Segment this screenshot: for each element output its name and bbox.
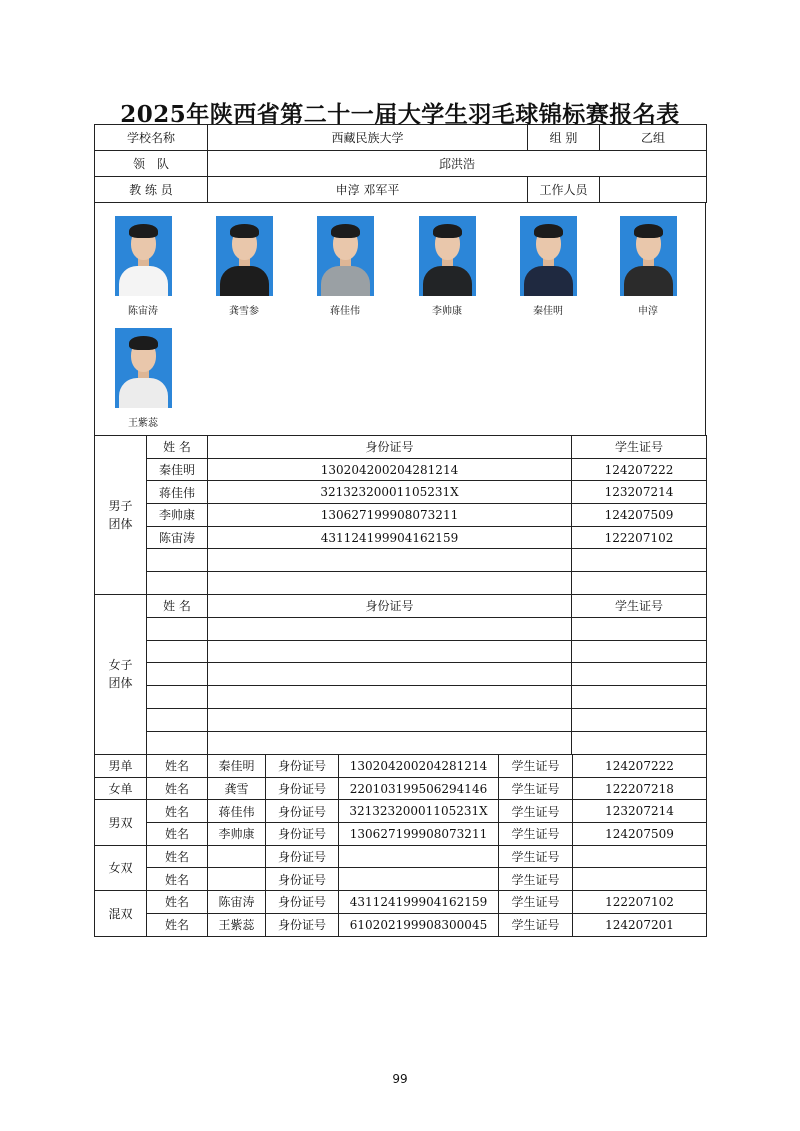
table-row bbox=[95, 481, 707, 504]
table-row bbox=[95, 891, 707, 914]
name-cell: 蒋佳伟 bbox=[208, 800, 266, 823]
table-row bbox=[95, 504, 707, 527]
player-photo bbox=[417, 216, 477, 317]
name-label: 姓名 bbox=[147, 755, 208, 778]
col-name: 姓 名 bbox=[147, 595, 208, 618]
name-label: 姓名 bbox=[147, 868, 208, 891]
name-cell: 李帅康 bbox=[147, 504, 208, 527]
group-label: 组 别 bbox=[528, 125, 600, 151]
name-label: 姓名 bbox=[147, 845, 208, 868]
id-cell: 130204200204281214 bbox=[339, 755, 499, 778]
id-cell bbox=[208, 549, 572, 572]
id-cell bbox=[208, 686, 572, 709]
table-row bbox=[95, 845, 707, 868]
student-cell bbox=[573, 868, 707, 891]
student-label: 学生证号 bbox=[499, 800, 573, 823]
name-cell bbox=[147, 708, 208, 731]
id-cell: 32132320001105231X bbox=[339, 800, 499, 823]
student-cell bbox=[573, 845, 707, 868]
student-cell: 124207201 bbox=[573, 913, 707, 936]
student-cell bbox=[572, 686, 707, 709]
name-cell: 陈宙涛 bbox=[147, 526, 208, 549]
student-label: 学生证号 bbox=[499, 868, 573, 891]
event-label: 女单 bbox=[95, 777, 147, 800]
photo-caption: 蒋佳伟 bbox=[330, 306, 360, 317]
id-label: 身份证号 bbox=[266, 755, 339, 778]
name-cell bbox=[147, 731, 208, 754]
id-label: 身份证号 bbox=[266, 913, 339, 936]
id-label: 身份证号 bbox=[266, 868, 339, 891]
id-cell bbox=[208, 640, 572, 663]
staff-label: 工作人员 bbox=[528, 177, 600, 203]
event-label: 男单 bbox=[95, 755, 147, 778]
student-cell: 123207214 bbox=[573, 800, 707, 823]
id-cell bbox=[208, 572, 572, 595]
photo-caption: 龚雪参 bbox=[229, 306, 259, 317]
coach-value: 申淳 邓军平 bbox=[208, 177, 528, 203]
portrait-body bbox=[220, 266, 269, 296]
table-row bbox=[95, 549, 707, 572]
table-row bbox=[95, 572, 707, 595]
coach-label: 教 练 员 bbox=[95, 177, 208, 203]
student-cell: 123207214 bbox=[572, 481, 707, 504]
table-row bbox=[95, 708, 707, 731]
men-team-table bbox=[94, 435, 707, 595]
id-label: 身份证号 bbox=[266, 823, 339, 846]
name-cell: 李帅康 bbox=[208, 823, 266, 846]
student-label: 学生证号 bbox=[499, 777, 573, 800]
col-name: 姓 名 bbox=[147, 436, 208, 459]
photo-caption: 王紫蕊 bbox=[128, 418, 158, 429]
portrait-image bbox=[216, 216, 273, 296]
group-value: 乙组 bbox=[600, 125, 707, 151]
school-value: 西藏民族大学 bbox=[208, 125, 528, 151]
events-table bbox=[94, 754, 707, 937]
name-cell bbox=[147, 640, 208, 663]
name-label: 姓名 bbox=[147, 891, 208, 914]
photo-caption: 陈宙涛 bbox=[128, 306, 158, 317]
student-cell: 124207509 bbox=[572, 504, 707, 527]
student-label: 学生证号 bbox=[499, 823, 573, 846]
photo-area bbox=[94, 202, 706, 436]
col-id: 身份证号 bbox=[208, 436, 572, 459]
id-cell: 130204200204281214 bbox=[208, 458, 572, 481]
portrait-body bbox=[524, 266, 573, 296]
name-cell: 陈宙涛 bbox=[208, 891, 266, 914]
name-cell bbox=[208, 845, 266, 868]
table-row bbox=[95, 731, 707, 754]
portrait-hair bbox=[129, 224, 158, 238]
photo-caption: 李帅康 bbox=[432, 306, 462, 317]
student-label: 学生证号 bbox=[499, 755, 573, 778]
name-cell: 龚雪 bbox=[208, 777, 266, 800]
photo-caption: 申淳 bbox=[638, 306, 658, 317]
id-cell: 610202199908300045 bbox=[339, 913, 499, 936]
id-label: 身份证号 bbox=[266, 777, 339, 800]
portrait-body bbox=[624, 266, 673, 296]
student-cell bbox=[572, 572, 707, 595]
student-cell bbox=[572, 549, 707, 572]
school-label: 学校名称 bbox=[95, 125, 208, 151]
player-photo bbox=[618, 216, 678, 317]
player-photo bbox=[113, 216, 173, 317]
name-cell bbox=[208, 868, 266, 891]
table-row bbox=[95, 823, 707, 846]
id-cell bbox=[208, 731, 572, 754]
portrait-hair bbox=[230, 224, 259, 238]
id-cell: 431124199904162159 bbox=[208, 526, 572, 549]
col-id: 身份证号 bbox=[208, 595, 572, 618]
table-row bbox=[95, 526, 707, 549]
portrait-hair bbox=[129, 336, 158, 350]
player-photo bbox=[214, 216, 274, 317]
name-cell: 秦佳明 bbox=[147, 458, 208, 481]
header-table bbox=[94, 124, 707, 203]
name-cell: 秦佳明 bbox=[208, 755, 266, 778]
id-cell: 32132320001105231X bbox=[208, 481, 572, 504]
name-cell: 蒋佳伟 bbox=[147, 481, 208, 504]
table-row bbox=[95, 686, 707, 709]
table-row bbox=[95, 663, 707, 686]
portrait-body bbox=[321, 266, 370, 296]
portrait-body bbox=[119, 378, 168, 408]
student-cell: 124207509 bbox=[573, 823, 707, 846]
id-cell: 220103199506294146 bbox=[339, 777, 499, 800]
name-cell bbox=[147, 663, 208, 686]
student-cell: 122207102 bbox=[572, 526, 707, 549]
id-cell: 431124199904162159 bbox=[339, 891, 499, 914]
name-label: 姓名 bbox=[147, 777, 208, 800]
portrait-image bbox=[317, 216, 374, 296]
table-row bbox=[95, 617, 707, 640]
student-label: 学生证号 bbox=[499, 891, 573, 914]
section-label: 女子 团体 bbox=[95, 595, 147, 755]
event-label: 男双 bbox=[95, 800, 147, 845]
col-student: 学生证号 bbox=[572, 436, 707, 459]
portrait-body bbox=[423, 266, 472, 296]
portrait-hair bbox=[331, 224, 360, 238]
student-cell: 122207218 bbox=[573, 777, 707, 800]
player-photo bbox=[113, 328, 173, 429]
page-number: 99 bbox=[392, 1072, 408, 1086]
id-cell: 130627199908073211 bbox=[339, 823, 499, 846]
name-cell bbox=[147, 572, 208, 595]
portrait-hair bbox=[534, 224, 563, 238]
id-cell: 130627199908073211 bbox=[208, 504, 572, 527]
id-label: 身份证号 bbox=[266, 800, 339, 823]
event-label: 女双 bbox=[95, 845, 147, 890]
portrait-body bbox=[119, 266, 168, 296]
id-label: 身份证号 bbox=[266, 891, 339, 914]
section-label: 男子 团体 bbox=[95, 436, 147, 595]
name-label: 姓名 bbox=[147, 823, 208, 846]
student-cell bbox=[572, 663, 707, 686]
student-cell bbox=[572, 640, 707, 663]
portrait-image bbox=[620, 216, 677, 296]
player-photo bbox=[518, 216, 578, 317]
student-cell bbox=[572, 617, 707, 640]
student-label: 学生证号 bbox=[499, 913, 573, 936]
id-cell bbox=[339, 845, 499, 868]
col-student: 学生证号 bbox=[572, 595, 707, 618]
table-row bbox=[95, 777, 707, 800]
event-label: 混双 bbox=[95, 891, 147, 936]
leader-value: 邱洪浩 bbox=[208, 151, 707, 177]
id-label: 身份证号 bbox=[266, 845, 339, 868]
id-cell bbox=[208, 708, 572, 731]
table-row bbox=[95, 458, 707, 481]
student-cell: 124207222 bbox=[573, 755, 707, 778]
portrait-hair bbox=[634, 224, 663, 238]
portrait-image bbox=[115, 216, 172, 296]
portrait-hair bbox=[433, 224, 462, 238]
women-team-table bbox=[94, 594, 707, 755]
name-cell bbox=[147, 549, 208, 572]
table-row bbox=[95, 868, 707, 891]
student-cell: 122207102 bbox=[573, 891, 707, 914]
portrait-image bbox=[419, 216, 476, 296]
table-row bbox=[95, 755, 707, 778]
name-label: 姓名 bbox=[147, 800, 208, 823]
table-row bbox=[95, 913, 707, 936]
portrait-image bbox=[115, 328, 172, 408]
name-cell: 王紫蕊 bbox=[208, 913, 266, 936]
name-label: 姓名 bbox=[147, 913, 208, 936]
name-cell bbox=[147, 617, 208, 640]
student-cell bbox=[572, 731, 707, 754]
student-cell: 124207222 bbox=[572, 458, 707, 481]
player-photo bbox=[315, 216, 375, 317]
staff-value bbox=[600, 177, 707, 203]
id-cell bbox=[208, 617, 572, 640]
photo-caption: 秦佳明 bbox=[533, 306, 563, 317]
id-cell bbox=[339, 868, 499, 891]
name-cell bbox=[147, 686, 208, 709]
leader-label: 领 队 bbox=[95, 151, 208, 177]
student-cell bbox=[572, 708, 707, 731]
student-label: 学生证号 bbox=[499, 845, 573, 868]
table-row bbox=[95, 800, 707, 823]
portrait-image bbox=[520, 216, 577, 296]
id-cell bbox=[208, 663, 572, 686]
table-row bbox=[95, 640, 707, 663]
form-title: 2025年陕西省第二十一届大学生羽毛球锦标赛报名表 bbox=[120, 101, 680, 128]
